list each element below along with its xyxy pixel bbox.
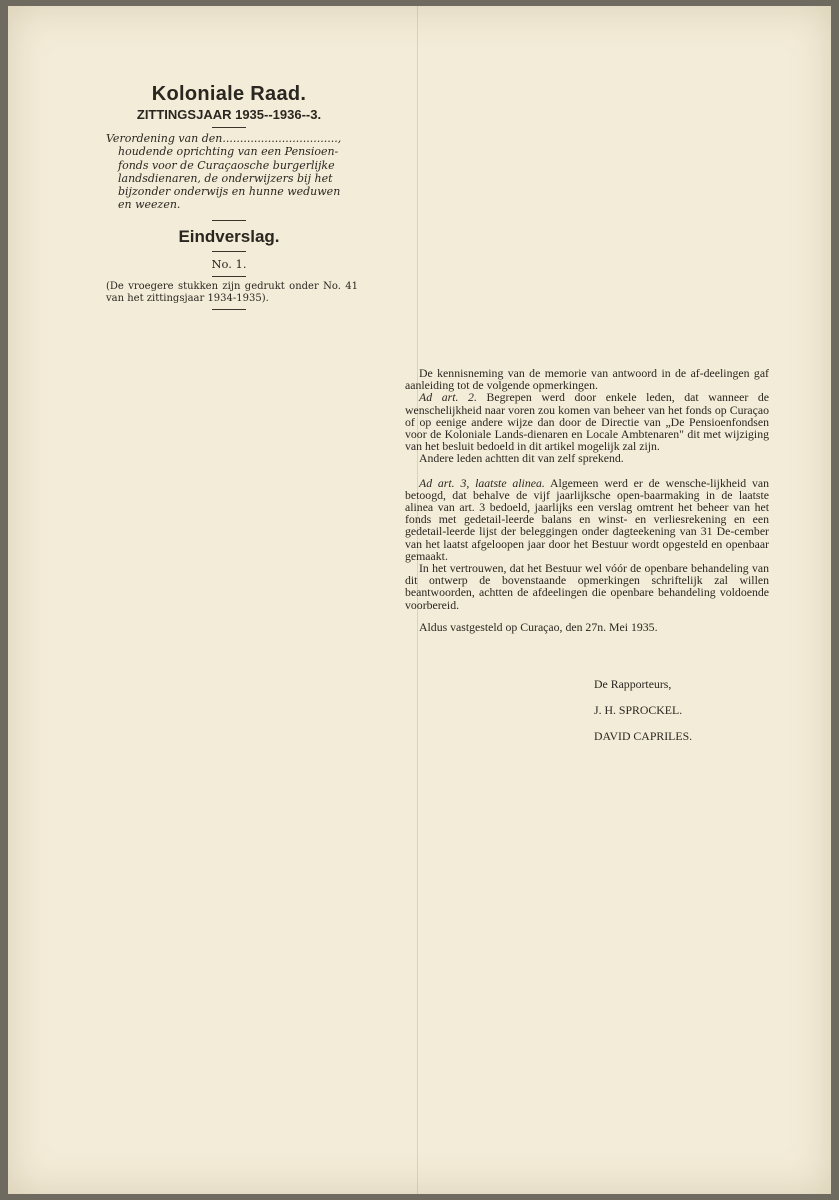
signatory-name: DAVID CAPRILES.	[594, 729, 693, 743]
document-page	[8, 6, 831, 1194]
article-reference: Ad art. 3, laatste alinea.	[419, 475, 545, 490]
session-year: ZITTINGSJAAR 1935--1936--3.	[136, 107, 322, 122]
signatory-name: J. H. SPROCKEL.	[594, 703, 683, 717]
divider	[212, 220, 246, 221]
ordinance-line: bijzonder onderwijs en hunne weduwen	[118, 185, 341, 199]
ordinance-line: Verordening van den.................................,	[106, 132, 342, 145]
paragraph-text: Begrepen werd door enkele leden, dat wanneer de wenschelijkheid naar voren zou komen van beheer van het fonds op Curaçao of op eenige andere wijze dan door de Directie van „De Pensioenfondsen voor de Koloniale Lands-dienaren en Locale Ambtenaren" dit met wijziging van het besluit bedoeld in dit artikel mogelijk zal zijn.	[405, 390, 769, 454]
ordinance-line: en weezen.	[118, 198, 181, 212]
paragraph-trust: In het vertrouwen, dat het Bestuur wel vóór de openbare behandeling van dit ontwerp de bovenstaande opmerkingen schriftelijk zal willen beantwoorden, achtten de afdeelingen die openbare behandeling voldoende voorbereid.	[405, 561, 769, 612]
council-title: Koloniale Raad.	[151, 83, 307, 105]
divider	[212, 127, 246, 128]
rapporteurs-heading: De Rapporteurs,	[594, 677, 672, 691]
ordinance-line: houdende oprichting van een Pensioen-	[118, 145, 339, 159]
divider	[212, 251, 246, 252]
divider	[212, 309, 246, 310]
article-reference: Ad art. 2.	[419, 390, 477, 405]
report-number: No. 1.	[211, 256, 247, 271]
paragraph-art2	[405, 391, 769, 452]
divider	[212, 276, 246, 277]
closing-statement: Aldus vastgesteld op Curaçao, den 27n. Mei 1935.	[419, 619, 658, 634]
previous-documents-note: (De vroegere stukken zijn gedrukt onder No. 41 van het zittingsjaar 1934-1935).	[106, 280, 358, 304]
paragraph-art3	[405, 477, 769, 562]
paragraph-other-members: Andere leden achtten dit van zelf sprekend.	[419, 451, 624, 466]
document-header	[100, 82, 358, 314]
paragraph-text: Algemeen werd er de wensche-lijkheid van betoogd, dat behalve de vijf jaarlijksche open-baarmaking in de laatste alinea van art. 3 bedoeld, jaarlijks een verslag omtrent het beheer van het fonds met gedetail-leerde balans en winst- en verliesrekening en een gedetail-leerde lijst der beleggingen onder dagteekening van 31 De-cember van het laatst afgeloopen jaar door het Bestuur wordt opgesteld en openbaar gemaakt.	[405, 475, 769, 563]
ordinance-line: fonds voor de Curaçaosche burgerlijke	[118, 158, 335, 172]
report-body	[405, 367, 769, 633]
ordinance-description	[106, 132, 358, 212]
paragraph-intro: De kennisneming van de memorie van antwoord in de af-deelingen gaf aanleiding tot de volgende opmerkingen.	[405, 366, 769, 393]
report-title: Eindverslag.	[178, 226, 280, 246]
ordinance-line: landsdienaren, de onderwijzers bij het	[118, 171, 333, 185]
